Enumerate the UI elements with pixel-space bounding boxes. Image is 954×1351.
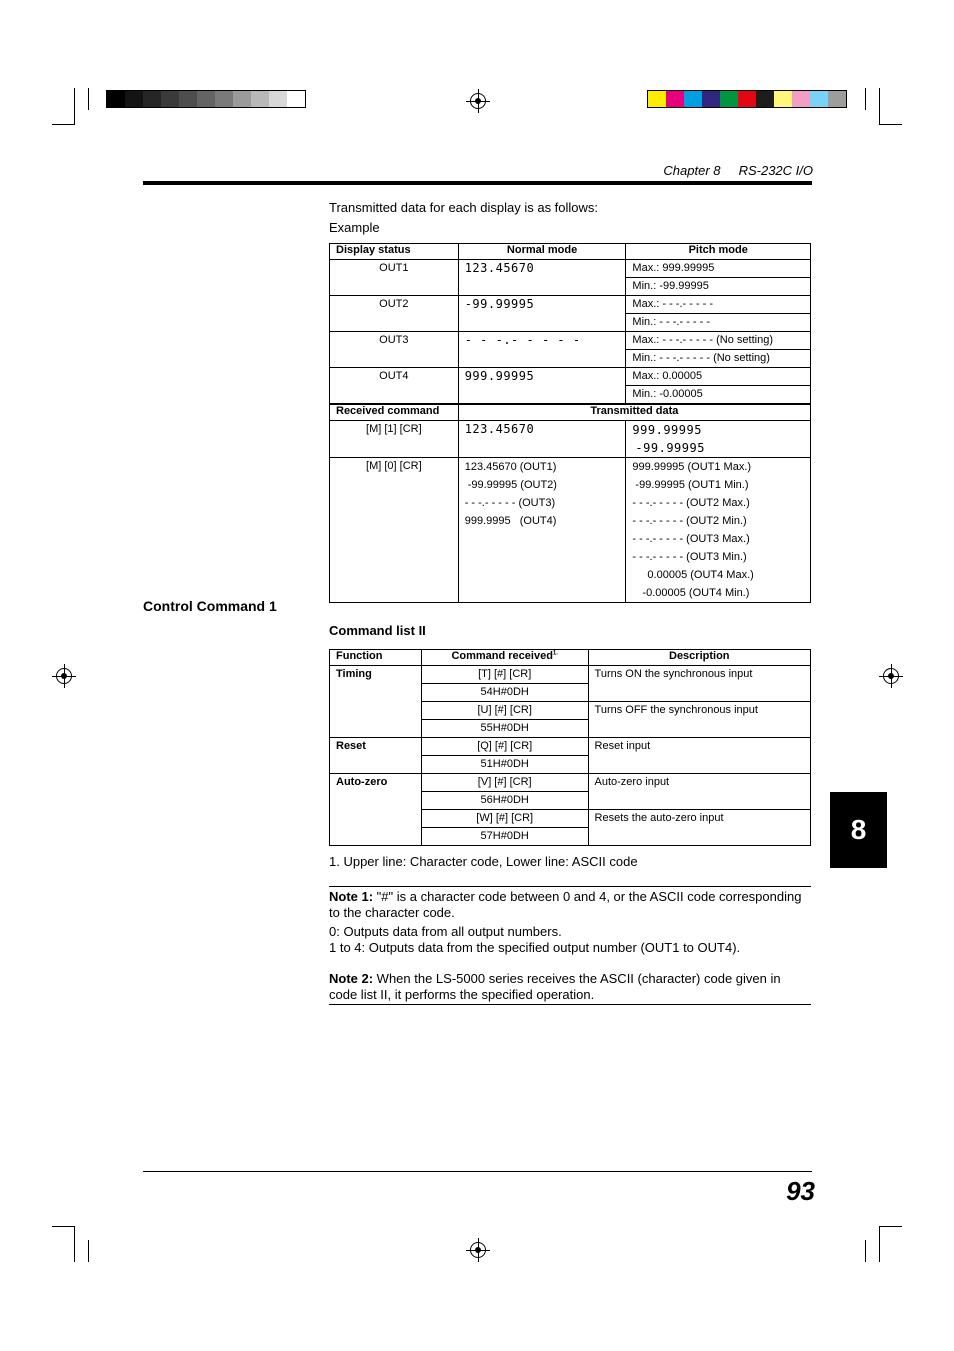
pitch-min-cell: Min.: -99.99995	[626, 278, 811, 296]
note-1-line3: 1 to 4: Outputs data from the specified output number (OUT1 to OUT4).	[329, 940, 741, 955]
crop-mark	[879, 88, 880, 124]
pitch-max-cell: Max.: - - -.- - - - - (No setting)	[626, 332, 811, 350]
ascii-cell: 56H#0DH	[421, 792, 588, 810]
normal-line: 123.45670 (OUT1)	[464, 461, 557, 473]
note-rule	[329, 1004, 811, 1005]
col-header: Description	[588, 650, 810, 666]
crop-mark	[865, 1240, 866, 1262]
crop-mark	[74, 1226, 75, 1262]
note-1-text: "#" is a character code between 0 and 4, or the ASCII code corresponding to the character code.	[329, 889, 802, 920]
registration-mark-icon	[56, 668, 72, 684]
color-swatch	[125, 91, 143, 107]
ascii-cell: 54H#0DH	[421, 684, 588, 702]
pitch-line: - - -.- - - - - (OUT3 Max.)	[632, 533, 750, 545]
registration-mark-icon	[470, 93, 486, 109]
code-cell: [V] [#] [CR]	[421, 774, 588, 792]
ascii-cell: 57H#0DH	[421, 828, 588, 846]
color-swatch	[774, 91, 792, 107]
example-label: Example	[329, 220, 380, 235]
color-swatch	[648, 91, 666, 107]
note-2-label: Note 2:	[329, 971, 374, 986]
col-header: Function	[330, 650, 422, 666]
color-swatch	[738, 91, 756, 107]
description-cell: Resets the auto-zero input	[588, 810, 810, 846]
page-number: 93	[786, 1176, 815, 1206]
color-swatch	[720, 91, 738, 107]
code-cell: [U] [#] [CR]	[421, 702, 588, 720]
normal-cell: 999.99995	[458, 368, 626, 405]
normal-cell: - - -.- - - - -	[458, 332, 626, 368]
color-swatch	[107, 91, 125, 107]
header-rule	[143, 181, 812, 185]
footnote-ref: 1.	[552, 650, 558, 657]
command-cell: [M] [1] [CR]	[330, 421, 459, 458]
description-cell: Turns ON the synchronous input	[588, 666, 810, 702]
grayscale-bar	[106, 90, 306, 108]
ascii-cell: 51H#0DH	[421, 756, 588, 774]
status-cell: OUT4	[330, 368, 459, 405]
crop-mark	[879, 1226, 880, 1262]
crop-mark	[52, 1226, 75, 1227]
normal-line: -99.99995 (OUT2)	[467, 479, 557, 491]
intro-text: Transmitted data for each display is as follows:	[329, 200, 599, 215]
code-cell: [W] [#] [CR]	[421, 810, 588, 828]
note-1-label: Note 1:	[329, 889, 374, 904]
command-table	[329, 649, 811, 846]
section-heading: Control Command 1	[143, 598, 277, 614]
function-cell: Reset	[330, 738, 422, 774]
color-swatch	[233, 91, 251, 107]
ascii-cell: 55H#0DH	[421, 720, 588, 738]
description-cell: Auto-zero input	[588, 774, 810, 810]
pitch-line: -99.99995 (OUT1 Min.)	[635, 479, 749, 491]
running-header	[663, 163, 813, 178]
pitch-line: 999.99995	[632, 423, 702, 437]
crop-mark	[74, 88, 75, 124]
color-swatch	[792, 91, 810, 107]
function-cell: Timing	[330, 666, 422, 738]
section-label: RS-232C I/O	[738, 163, 813, 178]
col-header: Display status	[330, 244, 459, 260]
normal-cell: 123.45670	[458, 421, 626, 458]
color-swatch	[179, 91, 197, 107]
col-header: Transmitted data	[458, 404, 810, 421]
code-cell: [T] [#] [CR]	[421, 666, 588, 684]
color-swatch	[251, 91, 269, 107]
pitch-line: - - -.- - - - - (OUT2 Max.)	[632, 497, 750, 509]
col-header: Normal mode	[458, 244, 626, 260]
crop-mark	[52, 124, 75, 125]
color-swatch	[215, 91, 233, 107]
pitch-max-cell: Max.: 999.99995	[626, 260, 811, 278]
description-cell: Turns OFF the synchronous input	[588, 702, 810, 738]
normal-cell: 123.45670	[458, 260, 626, 296]
color-swatch	[197, 91, 215, 107]
display-table	[329, 243, 811, 603]
status-cell: OUT1	[330, 260, 459, 296]
pitch-line: -0.00005 (OUT4 Min.)	[642, 587, 750, 599]
color-swatch	[143, 91, 161, 107]
command-cell: [M] [0] [CR]	[330, 458, 459, 603]
command-header-label: Command received	[451, 650, 553, 662]
pitch-min-cell: Min.: - - -.- - - - - (No setting)	[626, 350, 811, 368]
normal-cell: -99.99995	[458, 296, 626, 332]
color-swatch	[684, 91, 702, 107]
footnote: 1. Upper line: Character code, Lower line: ASCII code	[329, 854, 638, 869]
color-swatch	[702, 91, 720, 107]
color-swatch	[269, 91, 287, 107]
pitch-min-cell: Min.: -0.00005	[626, 386, 811, 405]
crop-mark	[879, 1226, 902, 1227]
note-2-text: When the LS-5000 series receives the ASCII (character) code given in code list II, it performs the specified operation.	[329, 971, 781, 1002]
col-header	[421, 650, 588, 666]
pitch-cell	[626, 458, 811, 603]
command-list-title: Command list II	[329, 623, 426, 638]
normal-line: - - -.- - - - - (OUT3)	[464, 497, 556, 509]
color-bar	[647, 90, 847, 108]
note-1-line2: 0: Outputs data from all output numbers.	[329, 924, 562, 939]
note-1	[329, 889, 811, 921]
code-cell: [Q] [#] [CR]	[421, 738, 588, 756]
normal-line: 999.9995 (OUT4)	[464, 515, 557, 527]
footer-rule	[143, 1171, 812, 1172]
crop-mark	[88, 1240, 89, 1262]
pitch-line: - - -.- - - - - (OUT3 Min.)	[632, 551, 747, 563]
status-cell: OUT2	[330, 296, 459, 332]
note-2	[329, 971, 811, 1003]
registration-mark-icon	[470, 1242, 486, 1258]
chapter-tab: 8	[830, 792, 887, 868]
note-rule	[329, 886, 811, 887]
color-swatch	[828, 91, 846, 107]
pitch-cell	[626, 421, 811, 458]
pitch-line: - - -.- - - - - (OUT2 Min.)	[632, 515, 747, 527]
color-swatch	[161, 91, 179, 107]
normal-cell	[458, 458, 626, 603]
color-swatch	[287, 91, 305, 107]
crop-mark	[88, 88, 89, 110]
pitch-max-cell: Max.: - - -.- - - - -	[626, 296, 811, 314]
col-header: Received command	[330, 404, 459, 421]
col-header: Pitch mode	[626, 244, 811, 260]
crop-mark	[879, 124, 902, 125]
pitch-max-cell: Max.: 0.00005	[626, 368, 811, 386]
registration-mark-icon	[883, 668, 899, 684]
pitch-line: -99.99995	[635, 441, 705, 455]
color-swatch	[666, 91, 684, 107]
pitch-min-cell: Min.: - - -.- - - - -	[626, 314, 811, 332]
crop-mark	[865, 88, 866, 110]
color-swatch	[756, 91, 774, 107]
chapter-label: Chapter 8	[663, 163, 721, 178]
status-cell: OUT3	[330, 332, 459, 368]
color-swatch	[810, 91, 828, 107]
description-cell: Reset input	[588, 738, 810, 774]
function-cell: Auto-zero	[330, 774, 422, 846]
pitch-line: 0.00005 (OUT4 Max.)	[647, 569, 754, 581]
pitch-line: 999.99995 (OUT1 Max.)	[632, 461, 752, 473]
